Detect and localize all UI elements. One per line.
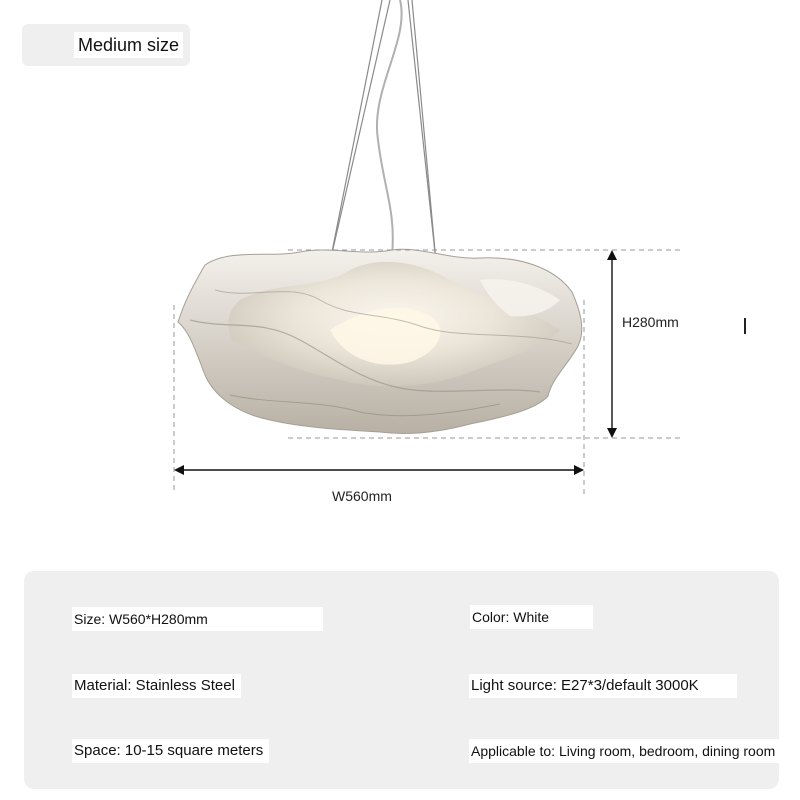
height-arrow [607, 250, 617, 438]
specifications-panel [24, 571, 779, 789]
spec-light-source: Light source: E27*3/default 3000K [469, 674, 737, 698]
spec-size: Size: W560*H280mm [72, 607, 323, 631]
size-label: Medium size [74, 32, 183, 58]
spec-color: Color: White [470, 605, 593, 629]
suspension-wires [330, 0, 436, 262]
height-dimension-label: H280mm [622, 314, 679, 330]
cloud-lampshade [178, 249, 582, 433]
width-dimension-label: W560mm [332, 488, 392, 504]
marker-tick [744, 318, 746, 334]
spec-applicable: Applicable to: Living room, bedroom, dining room [469, 739, 781, 763]
width-arrow [174, 465, 584, 475]
spec-material: Material: Stainless Steel [72, 674, 241, 698]
spec-space: Space: 10-15 square meters [72, 739, 269, 763]
